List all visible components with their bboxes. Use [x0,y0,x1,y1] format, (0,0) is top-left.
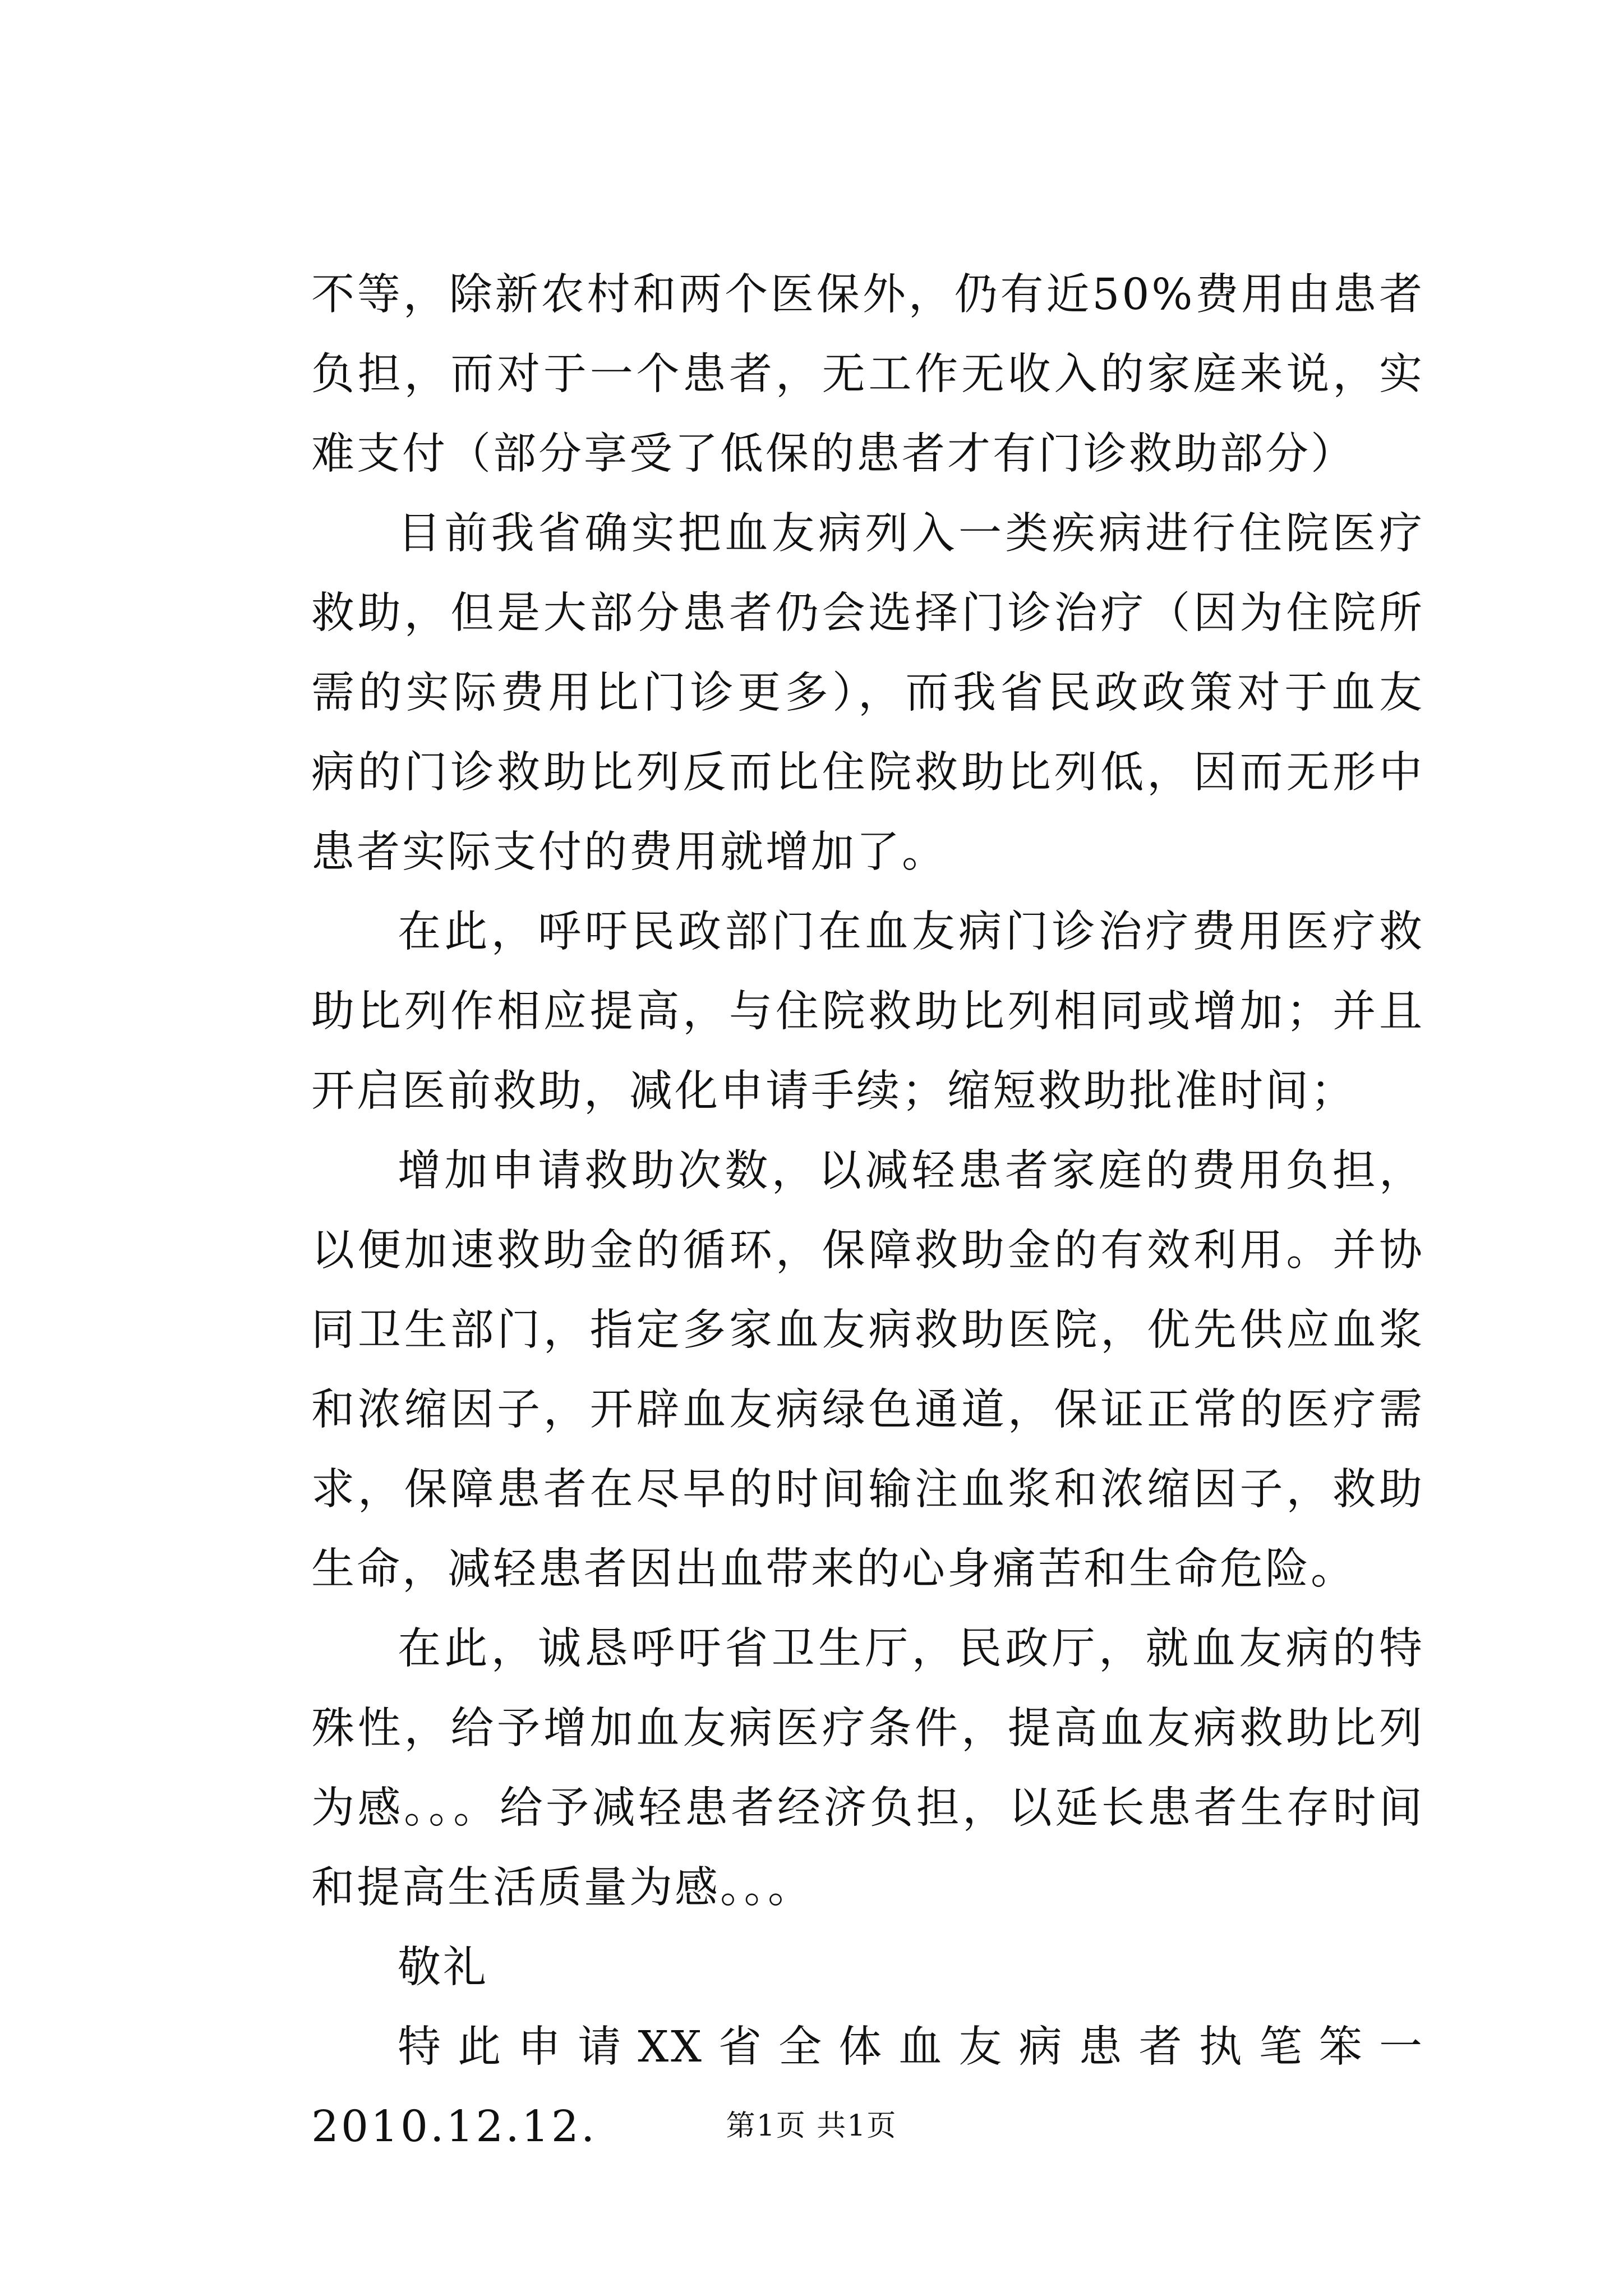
paragraph-4: 增加申请救助次数，以减轻患者家庭的费用负担，以便加速救助金的循环，保障救助金的有效利用。并协同卫生部门，指定多家血友病救助医院，优先供应血浆和浓缩因子，开辟血友病绿色通道，保证正常的医疗需求，保障患者在尽早的时间输注血浆和浓缩因子，救助生命，减轻患者因出血带来的心身痛苦和生命危险。 [311,1146,1424,1594]
signature-line: 特此申请XX省全体血友病患者执笔笨一2010.12.12. [311,2022,1424,2152]
document-body [311,255,1424,2167]
paragraph-3: 在此，呼吁民政部门在血友病门诊治疗费用医疗救助比列作相应提高，与住院救助比列相同或增加；并且开启医前救助，减化申请手续；缩短救助批准时间； [311,907,1424,1116]
paragraph-2: 目前我省确实把血友病列入一类疾病进行住院医疗救助，但是大部分患者仍会选择门诊治疗（因为住院所需的实际费用比门诊更多），而我省民政政策对于血友病的门诊救助比列反而比住院救助比列低，因而无形中患者实际支付的费用就增加了。 [311,509,1424,877]
page-number-footer: 第1页 共1页 [726,2109,897,2143]
paragraph-5: 在此，诚恳呼吁省卫生厅，民政厅，就血友病的特殊性，给予增加血友病医疗条件，提高血友病救助比列为感。。。给予减轻患者经济负担，以延长患者生存时间和提高生活质量为感。。。 [311,1624,1424,1913]
paragraph-1: 不等，除新农村和两个医保外，仍有近50%费用由患者负担，而对于一个患者，无工作无收入的家庭来说，实难支付（部分享受了低保的患者才有门诊救助部分） [311,270,1424,479]
salutation: 敬礼 [398,1943,488,1993]
